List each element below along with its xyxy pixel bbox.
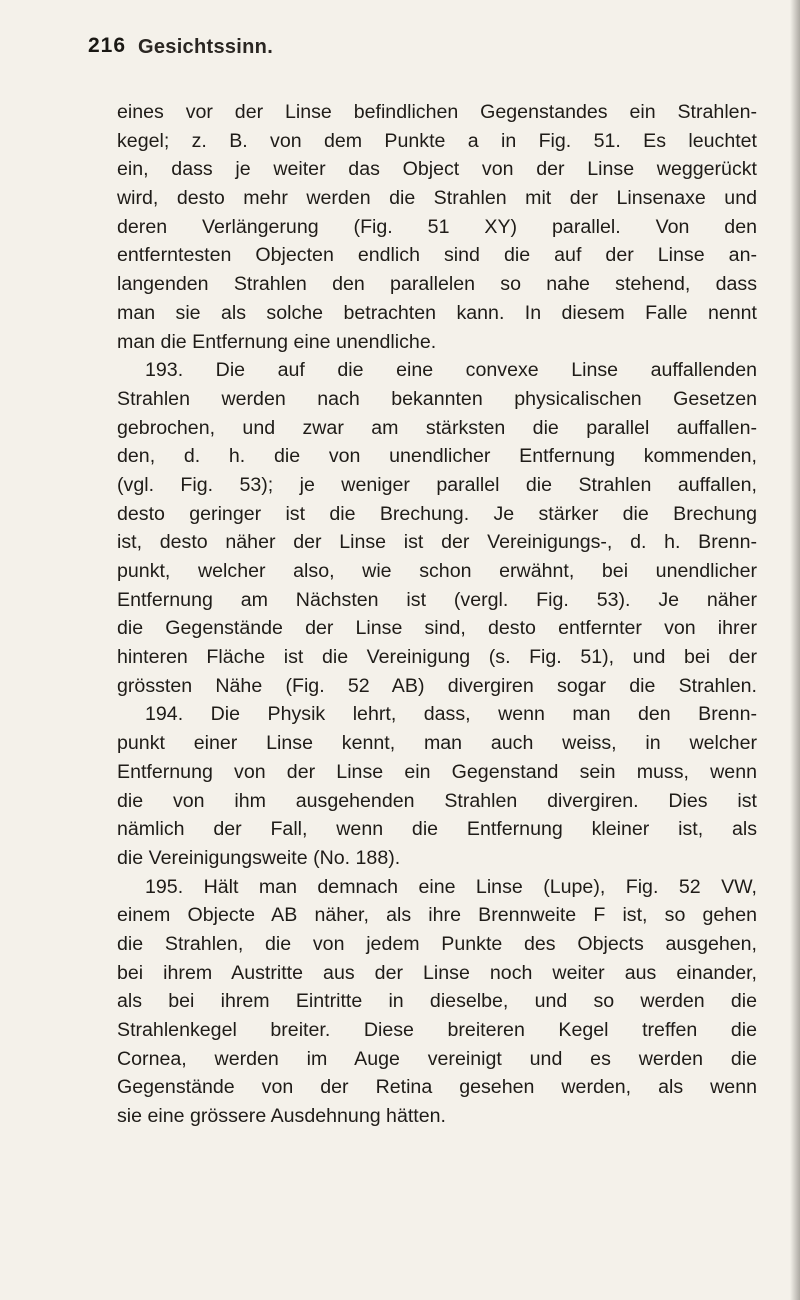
text-line: die von ihm ausgehenden Strahlen divergiren. Dies ist [117,789,757,812]
body-text [117,98,757,1131]
paragraph-195-start: 195. Hält man demnach eine Linse (Lupe), Fig. 52 VW, [145,875,757,898]
text-line: kegel; z. B. von dem Punkte a in Fig. 51. Es leuchtet [117,129,757,152]
text-line: einem Objecte AB näher, als ihre Brennweite F ist, so gehen [117,904,757,927]
text-line: die Strahlen, die von jedem Punkte des Objects ausgehen, [117,932,757,955]
text-line: entferntesten Objecten endlich sind die auf der Linse an- [117,244,757,267]
text-line: die Gegenstände der Linse sind, desto entfernter von ihrer [117,617,757,640]
text-line: die Vereinigungsweite (No. 188). [117,846,401,869]
paragraph-194-start: 194. Die Physik lehrt, dass, wenn man den Brenn- [145,703,757,726]
text-line: Entfernung von der Linse ein Gegenstand sein muss, wenn [117,760,757,783]
text-line: punkt, welcher also, wie schon erwähnt, bei unendlicher [117,560,757,582]
running-head: Gesichtssinn. [138,36,274,58]
paragraph-193-start: 193. Die auf die eine convexe Linse auffallenden [145,359,757,382]
text-line: Strahlen werden nach bekannten physicalischen Gesetzen [117,387,757,410]
text-line: ist, desto näher der Linse ist der Vereinigungs-, d. h. Brenn- [117,531,757,554]
text-line: gebrochen, und zwar am stärksten die parallel auffallen- [117,416,757,439]
text-line: als bei ihrem Eintritte in dieselbe, und so werden die [117,990,757,1013]
text-line: Cornea, werden im Auge vereinigt und es werden die [117,1047,757,1070]
text-line: ein, dass je weiter das Object von der Linse weggerückt [117,158,757,181]
text-line: (vgl. Fig. 53); je weniger parallel die Strahlen auffallen, [117,473,757,496]
text-line: Gegenstände von der Retina gesehen werden, als wenn [117,1076,757,1099]
text-line: eines vor der Linse befindlichen Gegenstandes ein Strahlen- [117,101,757,123]
text-line: desto geringer ist die Brechung. Je stärker die Brechung [117,502,757,525]
text-line: Strahlenkegel breiter. Diese breiteren Kegel treffen die [117,1019,757,1041]
text-line: grössten Nähe (Fig. 52 AB) divergiren sogar die Strahlen. [117,674,757,697]
text-line: bei ihrem Austritte aus der Linse noch weiter aus einander, [117,961,757,984]
text-line: hinteren Fläche ist die Vereinigung (s. Fig. 51), und bei der [117,646,757,669]
text-line: nämlich der Fall, wenn die Entfernung kleiner ist, als [117,818,757,841]
page-number: 216 [88,34,127,57]
text-line: wird, desto mehr werden die Strahlen mit der Linsenaxe und [117,187,757,210]
text-line: punkt einer Linse kennt, man auch weiss, in welcher [117,732,757,755]
text-line: man die Entfernung eine unendliche. [117,330,437,353]
page-edge-shadow [790,0,800,1300]
text-line: langenden Strahlen den parallelen so nahe stehend, dass [117,273,757,296]
text-line: deren Verlängerung (Fig. 51 XY) parallel. Von den [117,215,757,238]
page-header [88,34,760,74]
text-line: man sie als solche betrachten kann. In diesem Falle nennt [117,301,757,324]
text-line: den, d. h. die von unendlicher Entfernung kommenden, [117,445,757,468]
text-line: Entfernung am Nächsten ist (vergl. Fig. 53). Je näher [117,588,757,611]
text-line: sie eine grössere Ausdehnung hätten. [117,1105,446,1128]
